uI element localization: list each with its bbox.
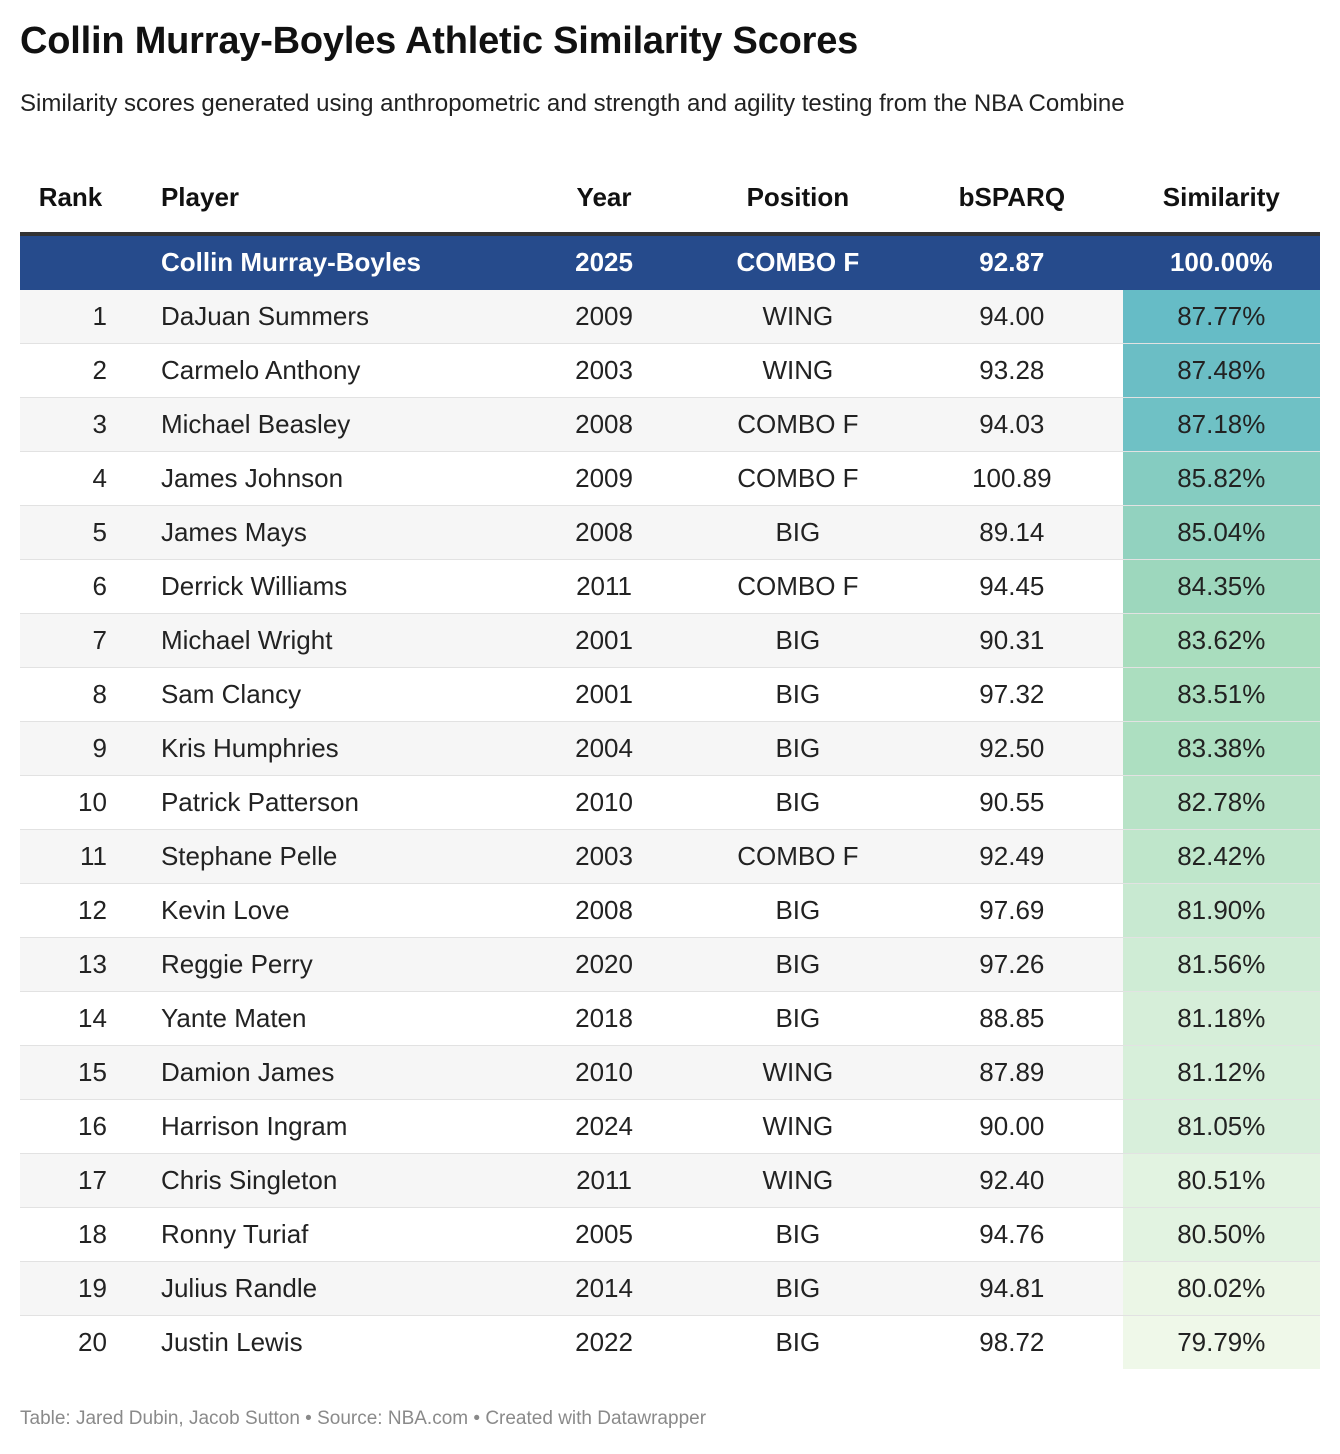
table-row	[20, 884, 1320, 938]
year-cell: 2022	[575, 1327, 633, 1357]
rank-cell: 14	[20, 992, 161, 1046]
bsparq-cell: 87.89	[901, 1046, 1123, 1100]
year-cell: 2008	[513, 398, 694, 452]
bsparq-cell: 94.03	[901, 398, 1123, 452]
similarity-cell: 83.62%	[1123, 614, 1320, 668]
position-cell: BIG	[695, 668, 901, 722]
bsparq-cell: 97.69	[901, 884, 1123, 938]
year-cell: 2001	[513, 614, 694, 668]
table-row	[20, 776, 1320, 830]
player-cell: Julius Randle	[161, 1262, 513, 1316]
bsparq-cell: 90.00	[901, 1100, 1123, 1154]
position-cell: COMBO F	[695, 398, 901, 452]
rank-cell: 18	[20, 1208, 161, 1262]
similarity-table	[20, 162, 1320, 1369]
position-cell: BIG	[695, 722, 901, 776]
similarity-cell: 83.51%	[1123, 668, 1320, 722]
table-row	[20, 722, 1320, 776]
position-cell: BIG	[695, 938, 901, 992]
bsparq-cell: 94.00	[901, 290, 1123, 344]
player-cell: James Mays	[161, 506, 513, 560]
year-cell: 2005	[513, 1208, 694, 1262]
table-row	[20, 1154, 1320, 1208]
position-cell: BIG	[695, 884, 901, 938]
year-cell: 2003	[513, 830, 694, 884]
similarity-cell: 84.35%	[1123, 560, 1320, 614]
similarity-cell: 81.90%	[1123, 884, 1320, 938]
rank-cell: 16	[20, 1100, 161, 1154]
position-cell: WING	[695, 1100, 901, 1154]
reference-bsparq: 92.87	[901, 234, 1123, 290]
rank-cell: 17	[20, 1154, 161, 1208]
rank-cell: 2	[20, 344, 161, 398]
year-cell: 2024	[513, 1100, 694, 1154]
table-row	[20, 830, 1320, 884]
player-cell: Damion James	[161, 1046, 513, 1100]
player-cell: Michael Wright	[161, 614, 513, 668]
position-cell: BIG	[695, 1208, 901, 1262]
rank-cell: 4	[20, 452, 161, 506]
rank-cell: 13	[20, 938, 161, 992]
similarity-cell: 79.79%	[1123, 1316, 1320, 1370]
position-cell: BIG	[695, 614, 901, 668]
player-cell: Carmelo Anthony	[161, 344, 513, 398]
year-cell: 2003	[513, 344, 694, 398]
bsparq-cell: 98.72	[979, 1327, 1045, 1357]
player-cell: Michael Beasley	[161, 398, 513, 452]
table-row	[20, 560, 1320, 614]
player-cell: Stephane Pelle	[161, 830, 513, 884]
similarity-cell: 81.18%	[1123, 992, 1320, 1046]
player-cell: Reggie Perry	[161, 938, 513, 992]
year-cell: 2011	[513, 1154, 694, 1208]
table-row	[20, 452, 1320, 506]
player-cell: DaJuan Summers	[161, 290, 513, 344]
rank-cell: 20	[78, 1327, 107, 1357]
rank-cell: 10	[20, 776, 161, 830]
bsparq-cell: 94.45	[901, 560, 1123, 614]
column-header-year[interactable]: Year	[513, 162, 694, 234]
bsparq-cell: 97.32	[901, 668, 1123, 722]
similarity-cell: 81.05%	[1123, 1100, 1320, 1154]
position-cell: BIG	[695, 776, 901, 830]
similarity-cell: 81.12%	[1123, 1046, 1320, 1100]
position-cell: BIG	[695, 1262, 901, 1316]
reference-similarity: 100.00%	[1123, 234, 1320, 290]
player-cell: Kevin Love	[161, 884, 513, 938]
chart-subtitle: Similarity scores generated using anthropometric and strength and agility testing from the NBA Combine	[20, 90, 1125, 117]
chart-footer: Table: Jared Dubin, Jacob Sutton • Source: NBA.com • Created with Datawrapper	[20, 1408, 707, 1429]
column-header-position[interactable]: Position	[695, 162, 901, 234]
position-cell: BIG	[695, 992, 901, 1046]
position-cell: BIG	[695, 506, 901, 560]
bsparq-cell: 94.76	[901, 1208, 1123, 1262]
position-cell: WING	[695, 1154, 901, 1208]
table-row	[20, 1046, 1320, 1100]
year-cell: 2008	[513, 506, 694, 560]
player-cell: Kris Humphries	[161, 722, 513, 776]
table-row	[20, 938, 1320, 992]
table-header-row	[20, 162, 1320, 234]
position-cell: WING	[695, 1046, 901, 1100]
reference-position: COMBO F	[695, 234, 901, 290]
bsparq-cell: 94.81	[901, 1262, 1123, 1316]
bsparq-cell: 89.14	[901, 506, 1123, 560]
similarity-cell: 85.82%	[1123, 452, 1320, 506]
similarity-cell: 83.38%	[1123, 722, 1320, 776]
rank-cell: 11	[20, 830, 161, 884]
year-cell: 2011	[513, 560, 694, 614]
rank-cell: 1	[20, 290, 161, 344]
similarity-cell: 85.04%	[1123, 506, 1320, 560]
similarity-cell: 81.56%	[1123, 938, 1320, 992]
position-cell: WING	[695, 290, 901, 344]
player-cell: Patrick Patterson	[161, 776, 513, 830]
rank-cell: 8	[20, 668, 161, 722]
similarity-cell: 80.02%	[1123, 1262, 1320, 1316]
position-cell: COMBO F	[695, 830, 901, 884]
table-row	[20, 1208, 1320, 1262]
table-row	[20, 1316, 1320, 1370]
bsparq-cell: 88.85	[901, 992, 1123, 1046]
rank-cell: 3	[20, 398, 161, 452]
bsparq-cell: 92.50	[901, 722, 1123, 776]
rank-cell: 12	[20, 884, 161, 938]
rank-cell: 19	[20, 1262, 161, 1316]
position-cell: COMBO F	[695, 560, 901, 614]
player-cell: Yante Maten	[161, 992, 513, 1046]
year-cell: 2004	[513, 722, 694, 776]
player-cell: Sam Clancy	[161, 668, 513, 722]
player-cell: Ronny Turiaf	[161, 1208, 513, 1262]
rank-cell: 9	[20, 722, 161, 776]
reference-row	[20, 234, 1320, 290]
rank-cell: 7	[20, 614, 161, 668]
table-row	[20, 344, 1320, 398]
bsparq-cell: 90.55	[901, 776, 1123, 830]
bsparq-cell: 97.26	[901, 938, 1123, 992]
year-cell: 2010	[513, 776, 694, 830]
table-row	[20, 290, 1320, 344]
column-header-player[interactable]: Player	[161, 162, 513, 234]
bsparq-cell: 92.40	[901, 1154, 1123, 1208]
similarity-cell: 87.48%	[1123, 344, 1320, 398]
bsparq-cell: 90.31	[901, 614, 1123, 668]
year-cell: 2014	[513, 1262, 694, 1316]
column-header-similarity[interactable]: Similarity	[1123, 162, 1320, 234]
similarity-cell: 87.77%	[1123, 290, 1320, 344]
similarity-cell: 87.18%	[1123, 398, 1320, 452]
table-row	[20, 992, 1320, 1046]
bsparq-cell: 92.49	[901, 830, 1123, 884]
rank-cell: 6	[20, 560, 161, 614]
year-cell: 2020	[513, 938, 694, 992]
rank-cell: 5	[20, 506, 161, 560]
similarity-cell: 80.51%	[1123, 1154, 1320, 1208]
year-cell: 2001	[513, 668, 694, 722]
column-header-bsparq[interactable]: bSPARQ	[901, 162, 1123, 234]
year-cell: 2010	[513, 1046, 694, 1100]
column-header-rank[interactable]: Rank	[20, 162, 161, 234]
bsparq-cell: 100.89	[901, 452, 1123, 506]
reference-rank	[20, 234, 161, 290]
position-cell: BIG	[775, 1327, 821, 1357]
similarity-cell: 82.78%	[1123, 776, 1320, 830]
table-row	[20, 614, 1320, 668]
player-cell: Derrick Williams	[161, 560, 513, 614]
table-row	[20, 506, 1320, 560]
similarity-cell: 80.50%	[1123, 1208, 1320, 1262]
table-row	[20, 398, 1320, 452]
position-cell: WING	[695, 344, 901, 398]
year-cell: 2018	[513, 992, 694, 1046]
table-row	[20, 668, 1320, 722]
position-cell: COMBO F	[695, 452, 901, 506]
chart-title: Collin Murray-Boyles Athletic Similarity Scores	[20, 20, 859, 62]
reference-year: 2025	[513, 234, 694, 290]
player-cell: Justin Lewis	[160, 1327, 303, 1357]
year-cell: 2009	[513, 290, 694, 344]
player-cell: Harrison Ingram	[161, 1100, 513, 1154]
similarity-cell: 82.42%	[1123, 830, 1320, 884]
rank-cell: 15	[20, 1046, 161, 1100]
table-row	[20, 1100, 1320, 1154]
year-cell: 2009	[513, 452, 694, 506]
reference-player: Collin Murray-Boyles	[161, 234, 513, 290]
year-cell: 2008	[513, 884, 694, 938]
player-cell: James Johnson	[161, 452, 513, 506]
player-cell: Chris Singleton	[161, 1154, 513, 1208]
bsparq-cell: 93.28	[901, 344, 1123, 398]
table-row	[20, 1262, 1320, 1316]
